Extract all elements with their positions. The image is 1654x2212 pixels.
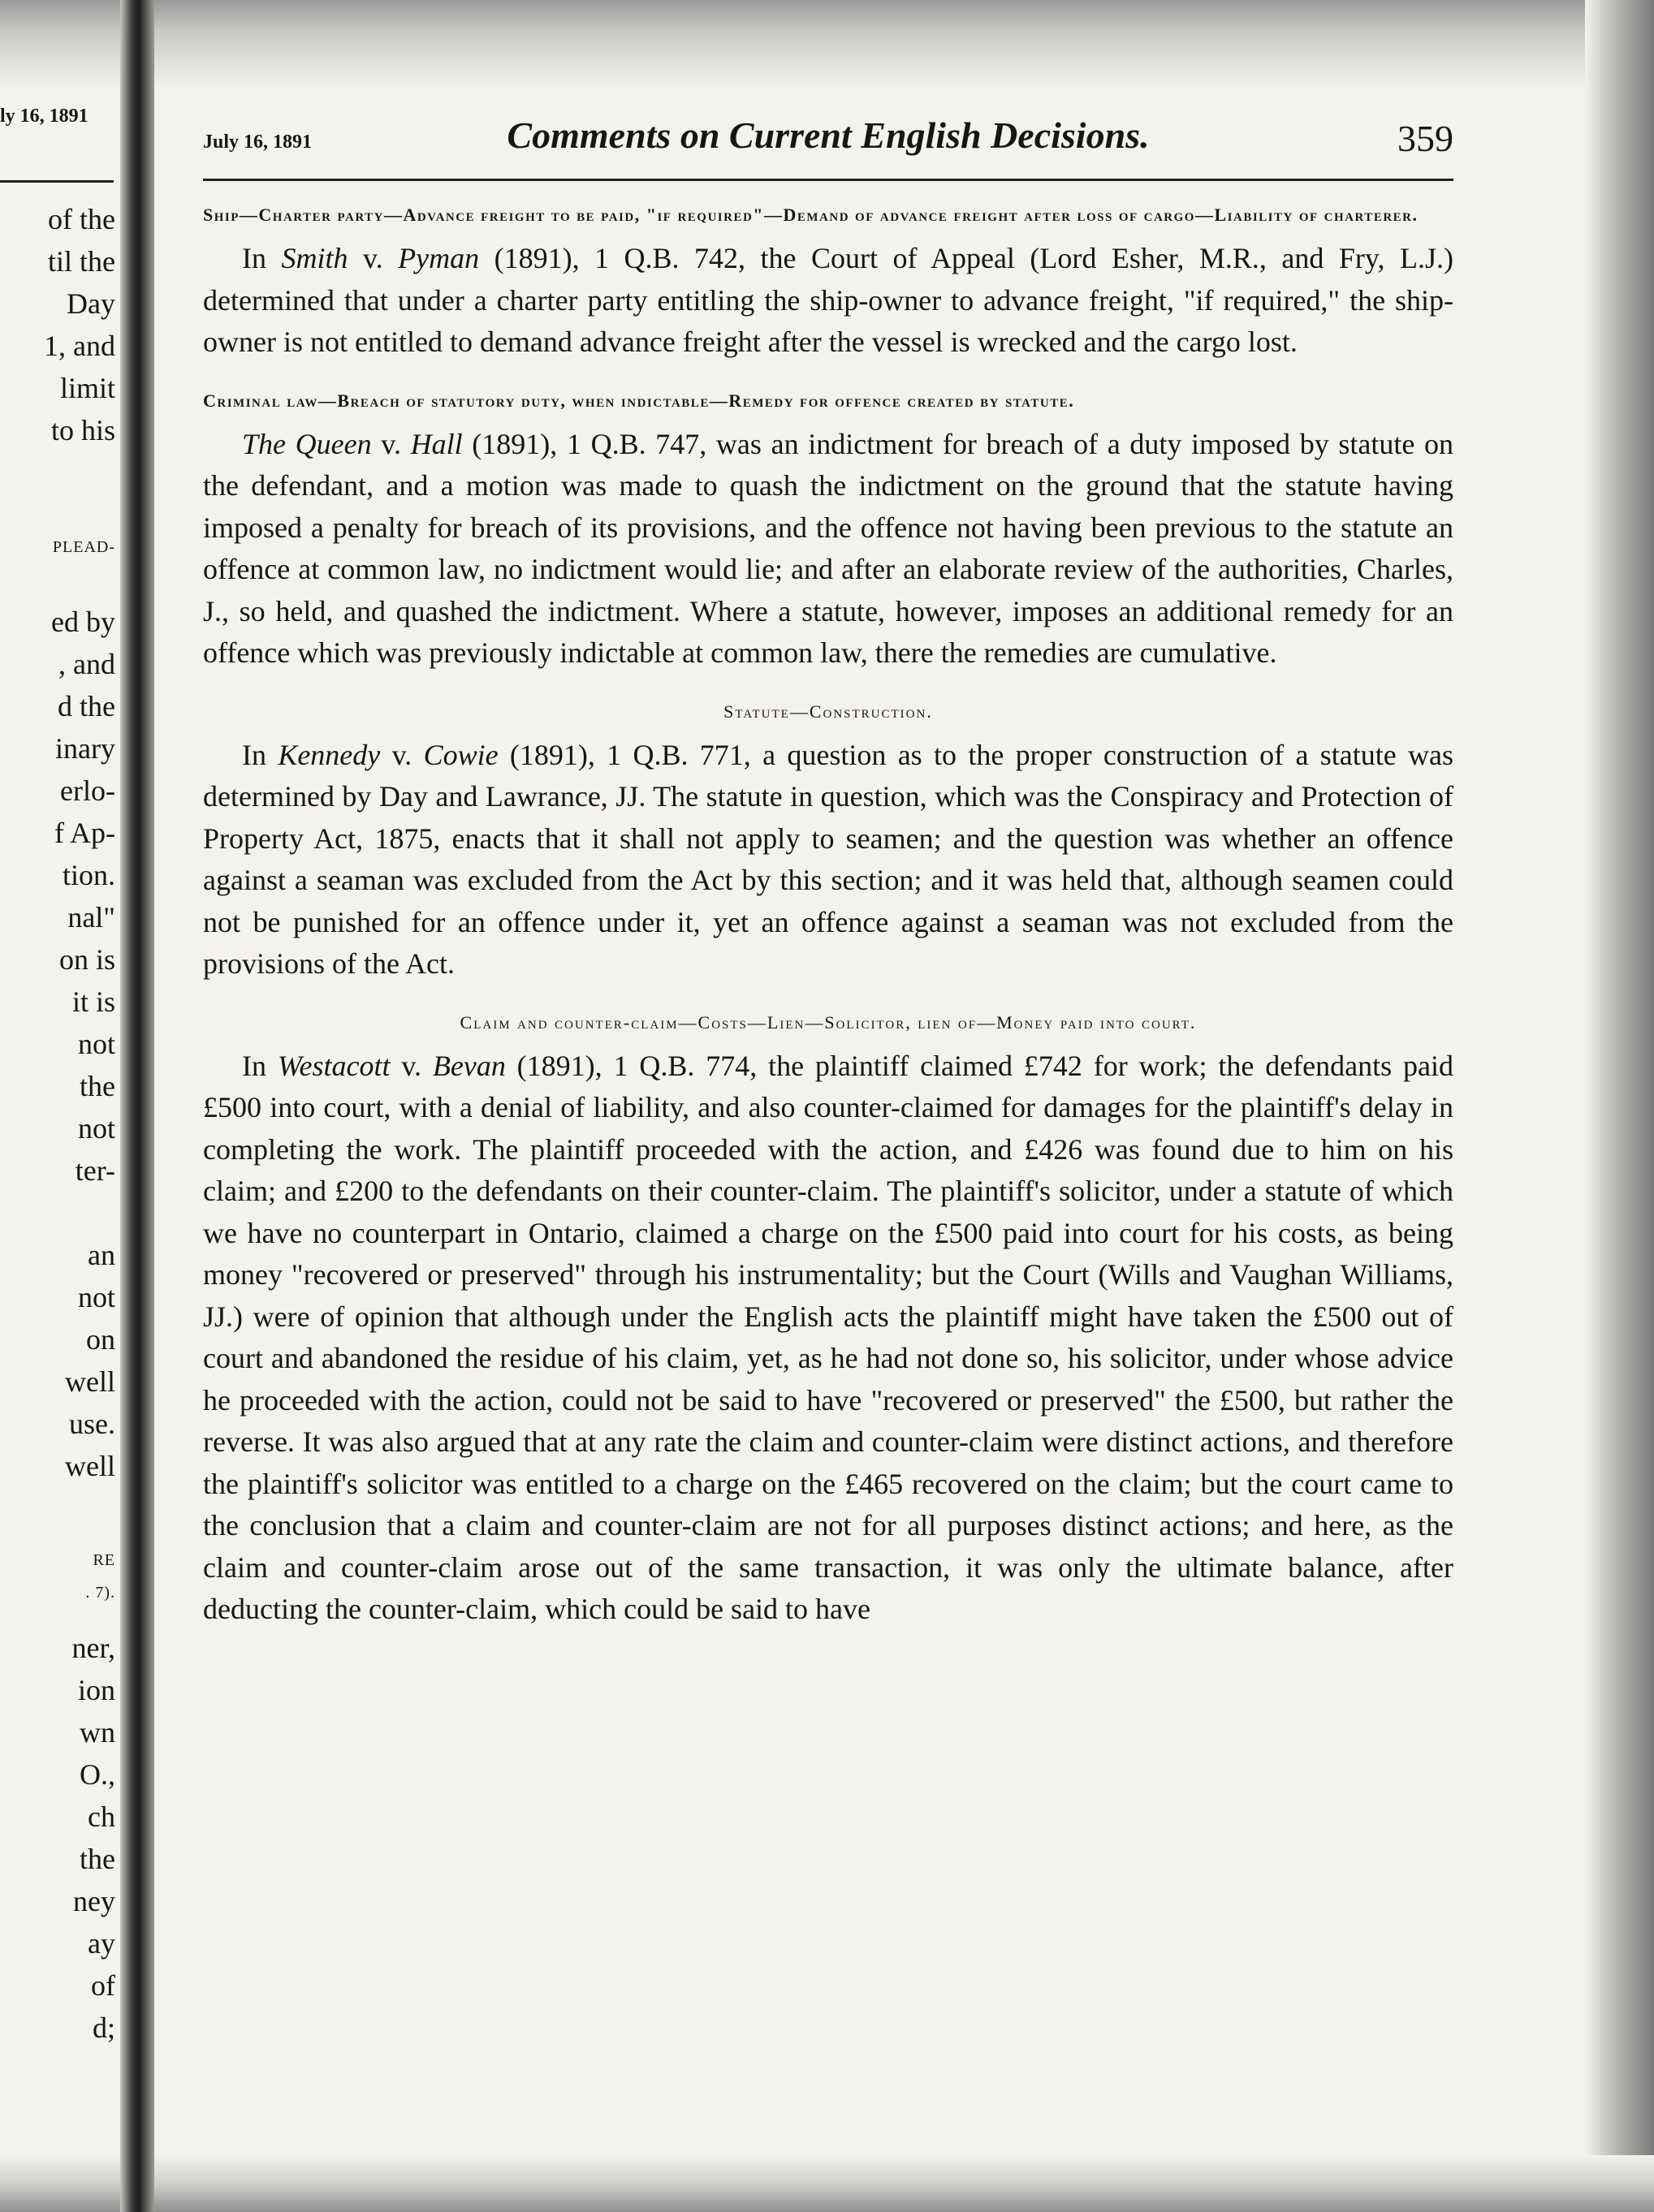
left-page-line: tion. xyxy=(62,859,115,891)
paragraph-text: (1891), 1 Q.B. 771, a question as to the proper construction of a statute was determined by Day and Lawrance, JJ. The statute in question, which was the Conspiracy and Protection of Property Act, 1875, enacts that it shall not apply to seamen; and the question was whether an offence against a seaman was excluded from the Act by this section; and it was held that, although seamen could not be punished for an offence under it, yet an offence against a seaman was not excluded from the provisions of the Act. xyxy=(203,738,1453,980)
section-ship-charter-party xyxy=(203,202,1453,364)
left-page-line: of the xyxy=(48,203,115,235)
scan-bottom-edge xyxy=(0,2155,1654,2212)
scan-right-edge xyxy=(1585,0,1654,2212)
left-page-line: f Ap- xyxy=(54,817,115,849)
left-page-line: not xyxy=(77,1281,115,1313)
left-page-line: inary xyxy=(55,732,115,765)
left-page-line: RE xyxy=(93,1551,115,1569)
section-paragraph: In Smith v. Pyman (1891), 1 Q.B. 742, the Court of Appeal (Lord Esher, M.R., and Fry, L.J.) determined that under a charter party entitling the ship-owner to advance freight, "if required," the ship-owner is not entitled to demand advance freight after the vessel is wrecked and the cargo lost. xyxy=(203,242,1453,358)
versus: v. xyxy=(348,242,399,274)
header-date: July 16, 1891 xyxy=(203,132,313,153)
scan-top-edge xyxy=(0,0,1654,89)
left-page-line: an xyxy=(88,1239,115,1271)
left-page-line: not xyxy=(77,1028,115,1060)
left-page-line: O., xyxy=(80,1758,115,1791)
left-page-line: ion xyxy=(77,1674,115,1706)
left-page-line: nal" xyxy=(67,901,115,934)
section-paragraph: In Kennedy v. Cowie (1891), 1 Q.B. 771, a question as to the proper construction of a statute was determined by Day and Lawrance, JJ. The statute in question, which was the Conspiracy and Protection of Property Act, 1875, enacts that it shall not apply to seamen; and the question was whether an offence against a seaman was excluded from the Act by this section; and it was held that, although seamen could not be punished for an offence under it, yet an offence against a seaman was not excluded from the provisions of the Act. xyxy=(203,738,1453,980)
book-gutter xyxy=(120,0,154,2212)
case-party: Smith xyxy=(281,242,348,274)
versus: v. xyxy=(371,427,411,460)
left-page-line: limit xyxy=(59,372,115,404)
versus: v. xyxy=(380,738,424,771)
left-page-line: wn xyxy=(80,1716,115,1748)
left-page-line: ter- xyxy=(75,1154,115,1187)
versus: v. xyxy=(390,1049,433,1082)
left-page-line: well xyxy=(65,1450,115,1482)
left-page-line: . 7). xyxy=(85,1584,115,1602)
left-page-line: ed by xyxy=(51,606,115,638)
section-criminal-law xyxy=(203,388,1453,675)
section-paragraph xyxy=(203,424,1453,675)
section-heading: Claim and counter-claim—Costs—Lien—Solicitor, lien of—Money paid into court. xyxy=(460,1011,1197,1033)
paragraph-text: (1891), 1 Q.B. 742, the Court of Appeal (Lord Esher, M.R., and Fry, L.J.) determined that under a charter party entitling the ship-owner to advance freight, "if required," the ship-owner is not entitled to demand advance freight after the vessel is wrecked and the cargo lost. xyxy=(203,242,1453,358)
left-page-line: not xyxy=(77,1112,115,1145)
left-page-line: to his xyxy=(50,414,115,446)
left-page-header: ly 16, 1891 xyxy=(0,106,89,127)
section-claim-counter-claim xyxy=(203,1010,1453,1631)
running-title: Comments on Current English Decisions. xyxy=(507,114,1150,156)
left-page-line: ner, xyxy=(71,1632,115,1664)
page xyxy=(203,114,1453,1655)
left-page-line: well xyxy=(65,1365,115,1398)
section-statute-construction xyxy=(203,699,1453,985)
left-page-line: ney xyxy=(73,1885,115,1917)
left-page-line: PLEAD- xyxy=(52,538,115,556)
left-page-line: ch xyxy=(88,1800,115,1833)
case-party: Bevan xyxy=(432,1049,506,1082)
header-rule xyxy=(203,179,1453,181)
left-page-line: the xyxy=(80,1843,115,1875)
left-page-line: Day xyxy=(67,287,115,320)
left-page-line: d the xyxy=(58,690,115,722)
section-heading: Ship—Charter party—Advance freight to be paid, "if required"—Demand of advance freight after loss of cargo—Liability of charterer. xyxy=(203,205,1419,225)
case-party: Pyman xyxy=(398,242,480,274)
running-header xyxy=(203,114,1453,170)
left-page-line: d; xyxy=(92,2011,115,2044)
section-heading: Criminal law—Breach of statutory duty, when indictable—Remedy for offence created by statute. xyxy=(203,390,1075,411)
left-page-fragment xyxy=(0,0,120,2212)
paragraph-text: (1891), 1 Q.B. 747, was an indictment for breach of a duty imposed by statute on the defendant, and a motion was made to quash the indictment on the ground that the statute having imposed a penalty for breach of its provisions, and the offence not having been previous to the statute an offence at common law, no indictment would lie; and after an elaborate review of the authorities, Charles, J., so held, and quashed the indictment. Where a statute, however, imposes an additional remedy for an offence which was previously indictable at common law, there the remedies are cumulative. xyxy=(203,427,1453,669)
case-party: Kennedy xyxy=(278,738,381,771)
paragraph-text: (1891), 1 Q.B. 774, the plaintiff claimed £742 for work; the defendants paid £500 into court, with a denial of liability, and also counter-claimed for damages for the plaintiff's delay in completing the work. The plaintiff proceeded with the action, and £426 was found due to him on his claim; and £200 to the defendants on their counter-claim. The plaintiff's solicitor, under a statute of which we have no counterpart in Ontario, claimed a charge on the £500 paid into court for his costs, as being money "recovered or preserved" through his instrumentality; but the Court (Wills and Vaughan Williams, JJ.) were of opinion that although under the English acts the plaintiff might have taken the £500 out of court and abandoned the residue of his claim, yet, as he had not done so, his solicitor, under whose advice he proceeded with the action, could not be said to have "recovered or preserved" the £500, but rather the reverse. It was also argued that at any rate the claim and counter-claim were distinct actions, and therefore the plaintiff's solicitor was entitled to a charge on the £465 recovered on the claim; but the court came to the conclusion that a claim and counter-claim are not for all purposes distinct actions; and here, as the claim and counter-claim arose out of the same transaction, it was only the ultimate balance, after deducting the counter-claim, which could be said to have xyxy=(203,1049,1453,1625)
left-page-line: til the xyxy=(48,245,115,278)
left-page-rule xyxy=(0,180,114,183)
left-page-line: 1, and xyxy=(44,330,115,362)
left-page-line: use. xyxy=(69,1408,115,1440)
left-page-line: of xyxy=(91,1969,115,2002)
left-page-line: erlo- xyxy=(60,774,115,807)
left-page-line: it is xyxy=(71,985,115,1018)
section-paragraph: In Westacott v. Bevan (1891), 1 Q.B. 774, the plaintiff claimed £742 for work; the defendants paid £500 into court, with a denial of liability, and also counter-claimed for damages for the plaintiff's delay in completing the work. The plaintiff proceeded with the action, and £426 was found due to him on his claim; and £200 to the defendants on their counter-claim. The plaintiff's solicitor, under a statute of which we have no counterpart in Ontario, claimed a charge on the £500 paid into court for his costs, as being money "recovered or preserved" through his instrumentality; but the Court (Wills and Vaughan Williams, JJ.) were of opinion that although under the English acts the plaintiff might have taken the £500 out of court and abandoned the residue of his claim, yet, as he had not done so, his solicitor, under whose advice he proceeded with the action, could not be said to have "recovered or preserved" the £500, but rather the reverse. It was also argued that at any rate the claim and counter-claim were distinct actions, and therefore the plaintiff's solicitor was entitled to a charge on the £465 recovered on the claim; but the court came to the conclusion that a claim and counter-claim are not for all purposes distinct actions; and here, as the claim and counter-claim arose out of the same transaction, it was only the ultimate balance, after deducting the counter-claim, which could be said to have xyxy=(203,1049,1453,1625)
page-number: 359 xyxy=(1397,118,1453,159)
left-page-line: ay xyxy=(88,1927,115,1960)
section-heading: Statute—Construction. xyxy=(723,701,933,722)
left-page-line: on is xyxy=(58,943,115,976)
case-party: Hall xyxy=(410,427,463,460)
case-party: The Queen xyxy=(242,427,372,460)
case-party: Cowie xyxy=(423,738,499,771)
left-page-line: , and xyxy=(58,648,115,680)
left-page-line: the xyxy=(80,1070,115,1102)
case-party: Westacott xyxy=(277,1049,391,1082)
left-page-line: on xyxy=(86,1323,115,1356)
